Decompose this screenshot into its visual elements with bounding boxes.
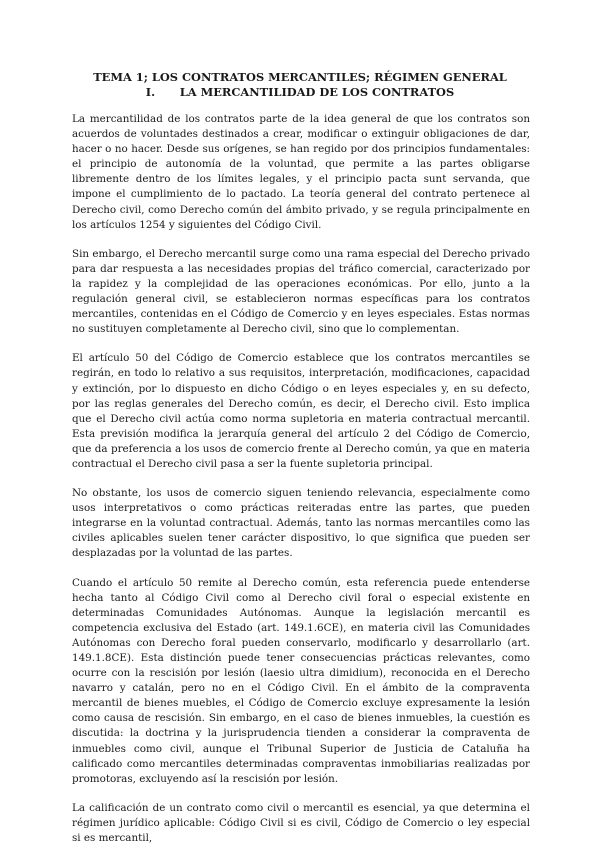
document-body [72,112,530,860]
paragraph: El artículo 50 del Código de Comercio establece que los contratos mercantiles se regirán, en todo lo relativo a sus requisitos, interpretación, modificaciones, capacidad y extinción, por lo dispuesto en dicho Código o en leyes especiales y, en su defecto, por las reglas generales del Derecho común, es decir, el Derecho civil. Esto implica que el Derecho civil actúa como norma supletoria en materia contractual mercantil. Esta previsión modifica la jerarquía general del artículo 2 del Código de Comercio, que da preferencia a los usos de comercio frente al Derecho común, ya que en materia contractual el Derecho civil pasa a ser la fuente supletoria principal. [72,352,530,470]
paragraph: No obstante, los usos de comercio siguen teniendo relevancia, especialmente como usos interpretativos o como prácticas reiteradas entre las partes, que pueden integrarse en la voluntad contractual. Además, tanto las normas mercantiles como las civiles aplicables suelen tener carácter dispositivo, lo que significa que pueden ser desplazadas por la voluntad de las partes. [72,487,530,560]
section-title: LA MERCANTILIDAD DE LOS CONTRATOS [179,85,455,99]
paragraph: La mercantilidad de los contratos parte de la idea general de que los contratos son acuerdos de voluntades destinados a crear, modificar o extinguir obligaciones de dar, hacer o no hacer. Desde sus orígenes, se han regido por dos principios fundamentales: el principio de autonomía de la voluntad, que permite a las partes obligarse libremente dentro de los límites legales, y el principio pacta sunt servanda, que impone el cumplimiento de lo pactado. La teoría general del contrato pertenece al Derecho civil, como Derecho común del ámbito privado, y se regula principalmente en los artículos 1254 y siguientes del Código Civil. [72,113,530,231]
section-number: I. [145,85,156,99]
document-title: TEMA 1; LOS CONTRATOS MERCANTILES; RÉGIMEN GENERAL [93,70,507,84]
heading-block [70,70,530,100]
paragraph: La calificación de un contrato como civil o mercantil es esencial, ya que determina el régimen jurídico aplicable: Código Civil si es civil, Código de Comercio o ley especial si es mercantil, [72,801,530,845]
paragraph: Cuando el artículo 50 remite al Derecho común, esta referencia puede entenderse hecha tanto al Código Civil como al Derecho civil foral o especial existente en determinadas Comunidades Autónomas. Aunque la legislación mercantil es competencia exclusiva del Estado (art. 149.1.6CE), en materia civil las Comunidades Autónomas con Derecho foral pueden conservarlo, modificarlo y desarrollarlo (art. 149.1.8CE). Esta distinción puede tener consecuencias prácticas relevantes, como ocurre con la rescisión por lesión (laesio ultra dimidium), reconocida en el Derecho navarro y catalán, pero no en el Código Civil. En el ámbito de la compraventa mercantil de bienes muebles, el Código de Comercio excluye expresamente la lesión como causa de rescisión. Sin embargo, en el caso de bienes inmuebles, la cuestión es discutida: la doctrina y la jurisprudencia tienden a considerar la compraventa de inmuebles como civil, aunque el Tribunal Superior de Justicia de Cataluña ha calificado como mercantiles determinadas compraventas inmobiliarias realizadas por promotoras, excluyendo así la rescisión por lesión. [72,576,530,785]
paragraph: Sin embargo, el Derecho mercantil surge como una rama especial del Derecho privado para dar respuesta a las necesidades propias del tráfico comercial, caracterizado por la rapidez y la complejidad de las operaciones económicas. Por ello, junto a la regulación general civil, se establecieron normas específicas para los contratos mercantiles, contenidas en el Código de Comercio y en leyes especiales. Estas normas no sustituyen completamente al Derecho civil, sino que lo complementan. [72,247,530,336]
section-heading [70,85,530,100]
